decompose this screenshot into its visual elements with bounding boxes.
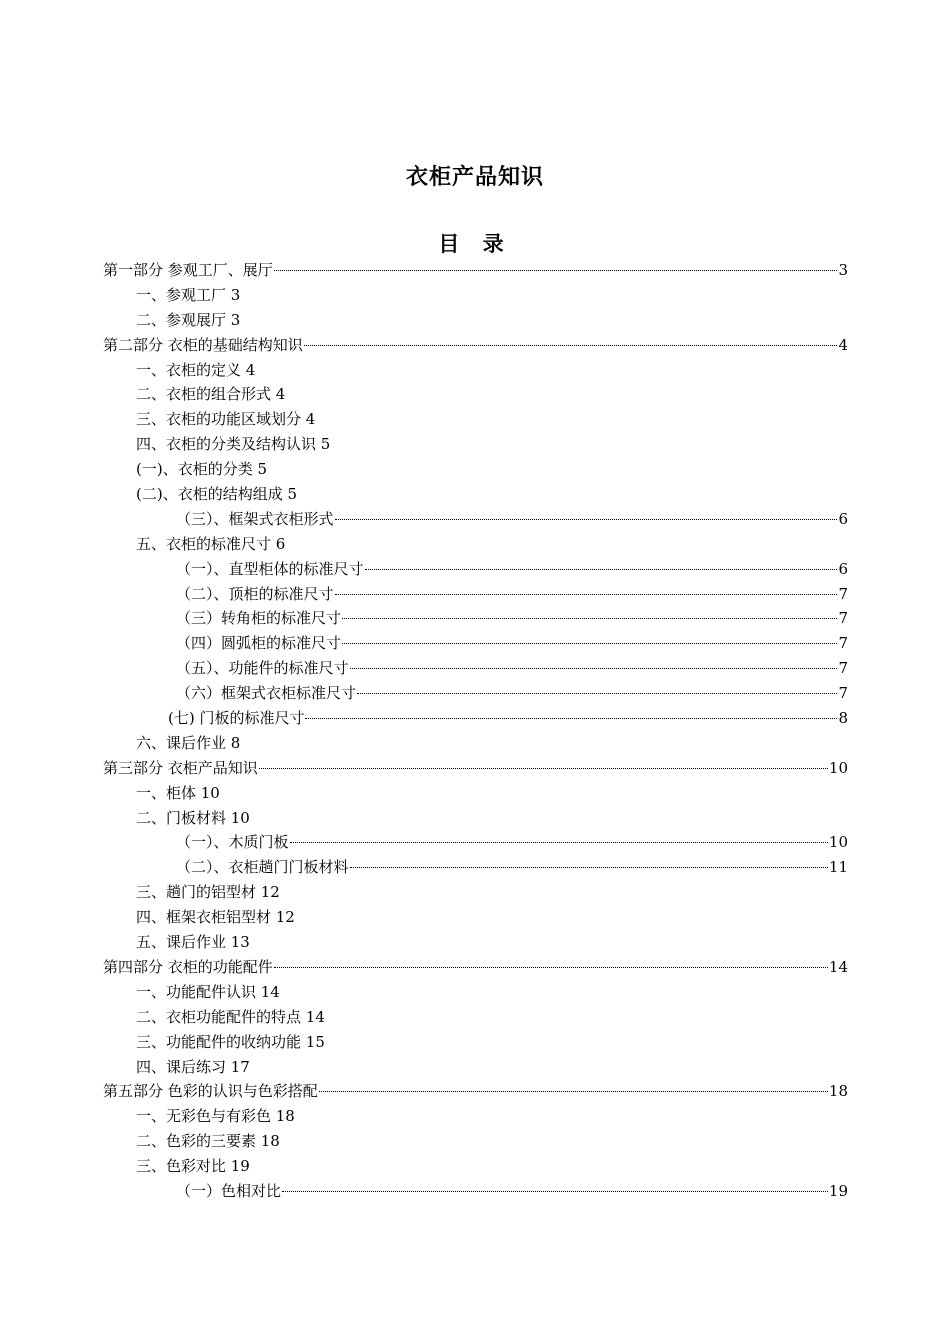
toc-entry-text: 一、衣柜的定义 4	[136, 360, 256, 379]
toc-entry-text: 五、衣柜的标准尺寸 6	[136, 534, 286, 553]
toc-entry[interactable]	[136, 482, 950, 507]
toc-entry[interactable]	[136, 407, 950, 432]
toc-entry[interactable]	[176, 656, 848, 681]
toc-entry[interactable]	[136, 806, 950, 831]
toc-entry-text: 二、参观展厅 3	[136, 310, 241, 329]
toc-entry[interactable]	[136, 1104, 950, 1129]
toc-dot-leader	[350, 668, 838, 669]
toc-dot-leader	[342, 618, 837, 619]
toc-entry[interactable]	[136, 382, 950, 407]
toc-page-number: 18	[828, 1082, 848, 1101]
toc-entry-text: （五）、功能件的标准尺寸	[176, 659, 349, 678]
toc-dot-leader	[304, 345, 838, 346]
toc-entry[interactable]	[103, 1079, 848, 1104]
toc-entry-text: 一、无彩色与有彩色 18	[136, 1107, 295, 1126]
toc-entry[interactable]	[103, 333, 848, 358]
toc-entry[interactable]	[136, 532, 950, 557]
toc-entry-text: 三、趟门的铝型材 12	[136, 883, 280, 902]
toc-entry[interactable]	[136, 880, 950, 905]
toc-entry[interactable]	[136, 1005, 950, 1030]
toc-entry[interactable]	[136, 308, 950, 333]
toc-page-number: 10	[828, 758, 848, 777]
toc-entry-text: (七) 门板的标准尺寸	[168, 709, 305, 728]
toc-entry-text: 一、柜体 10	[136, 783, 220, 802]
toc-entry[interactable]	[136, 457, 950, 482]
toc-entry[interactable]	[136, 905, 950, 930]
toc-entry[interactable]	[136, 358, 950, 383]
toc-entry-text: 一、功能配件认识 14	[136, 982, 280, 1001]
toc-dot-leader	[350, 867, 828, 868]
toc-page-number: 7	[838, 584, 848, 603]
toc-entry-text: （三）转角柜的标准尺寸	[176, 609, 342, 628]
toc-dot-leader	[357, 693, 837, 694]
toc-entry-text: 四、衣柜的分类及结构认识 5	[136, 435, 331, 454]
toc-entry-text: 二、衣柜功能配件的特点 14	[136, 1007, 325, 1026]
toc-entry[interactable]	[103, 258, 848, 283]
toc-page-number: 6	[838, 509, 848, 528]
toc-entry[interactable]	[176, 582, 848, 607]
toc-entry-text: （一）色相对比	[176, 1181, 282, 1200]
toc-dot-leader	[365, 569, 838, 570]
toc-dot-leader	[290, 842, 828, 843]
toc-entry[interactable]	[176, 1179, 848, 1204]
document-title: 衣柜产品知识	[405, 164, 544, 190]
toc-entry-text: 第二部分 衣柜的基础结构知识	[103, 335, 303, 354]
toc-entry-text: 第五部分 色彩的认识与色彩搭配	[103, 1082, 318, 1101]
toc-entry-text: 一、参观工厂 3	[136, 285, 241, 304]
toc-entry-text: （六）框架式衣柜标准尺寸	[176, 684, 357, 703]
toc-entry[interactable]	[136, 283, 950, 308]
toc-entry[interactable]	[176, 855, 848, 880]
toc-entry-text: （四）圆弧柜的标准尺寸	[176, 634, 342, 653]
toc-entry-text: 二、衣柜的组合形式 4	[136, 385, 286, 404]
toc-entry-text: （二）、衣柜趟门门板材料	[176, 858, 349, 877]
toc-entry-text: 第三部分 衣柜产品知识	[103, 758, 258, 777]
toc-entry-text: 四、框架衣柜铝型材 12	[136, 908, 295, 927]
toc-entry[interactable]	[136, 980, 950, 1005]
toc-entry[interactable]	[136, 781, 950, 806]
toc-entry-text: 三、色彩对比 19	[136, 1157, 250, 1176]
toc-entry[interactable]	[136, 930, 950, 955]
toc-dot-leader	[274, 270, 838, 271]
toc-entry-text: 二、门板材料 10	[136, 808, 250, 827]
toc-entry-text: 二、色彩的三要素 18	[136, 1132, 280, 1151]
toc-page-number: 7	[838, 634, 848, 653]
toc-dot-leader	[259, 768, 828, 769]
toc-entry[interactable]	[136, 1030, 950, 1055]
toc-entry-text: (一)、衣柜的分类 5	[136, 460, 268, 479]
toc-entry-text: （一）、木质门板	[176, 833, 289, 852]
toc-entry[interactable]	[176, 606, 848, 631]
toc-entry-text: (二)、衣柜的结构组成 5	[136, 485, 298, 504]
toc-entry-text: 第一部分 参观工厂、展厅	[103, 261, 273, 279]
table-of-contents	[0, 258, 950, 1204]
toc-page-number: 4	[838, 335, 848, 354]
toc-entry[interactable]	[176, 681, 848, 706]
toc-page-number: 3	[838, 261, 848, 279]
toc-entry[interactable]	[176, 830, 848, 855]
toc-page-number: 11	[828, 858, 848, 877]
toc-dot-leader	[305, 718, 837, 719]
toc-entry[interactable]	[136, 731, 950, 756]
toc-entry[interactable]	[176, 507, 848, 532]
toc-page-number: 14	[828, 957, 848, 976]
toc-entry[interactable]	[103, 955, 848, 980]
toc-dot-leader	[282, 1191, 828, 1192]
toc-entry[interactable]	[136, 1129, 950, 1154]
toc-page-number: 6	[838, 559, 848, 578]
toc-page-number: 10	[828, 833, 848, 852]
toc-entry[interactable]	[136, 1154, 950, 1179]
toc-page-number: 7	[838, 659, 848, 678]
toc-entry[interactable]	[136, 1055, 950, 1080]
toc-entry-text: 四、课后练习 17	[136, 1057, 250, 1076]
toc-entry-text: 第四部分 衣柜的功能配件	[103, 957, 273, 976]
toc-entry[interactable]	[176, 631, 848, 656]
toc-dot-leader	[342, 643, 837, 644]
toc-page-number: 7	[838, 609, 848, 628]
toc-entry[interactable]	[136, 432, 950, 457]
toc-dot-leader	[274, 967, 828, 968]
toc-entry[interactable]	[168, 706, 848, 731]
toc-heading: 目 录	[438, 231, 512, 256]
toc-page-number: 8	[838, 709, 848, 728]
toc-page-number: 19	[828, 1181, 848, 1200]
toc-dot-leader	[335, 594, 838, 595]
toc-dot-leader	[335, 519, 838, 520]
toc-page-number: 7	[838, 684, 848, 703]
toc-dot-leader	[319, 1091, 828, 1092]
toc-entry-text: 六、课后作业 8	[136, 733, 241, 752]
toc-entry[interactable]	[176, 557, 848, 582]
toc-entry[interactable]	[103, 756, 848, 781]
toc-entry-text: 三、功能配件的收纳功能 15	[136, 1032, 325, 1051]
toc-entry-text: 五、课后作业 13	[136, 933, 250, 952]
toc-entry-text: （三）、框架式衣柜形式	[176, 509, 334, 528]
toc-entry-text: （二）、顶柜的标准尺寸	[176, 584, 334, 603]
toc-entry-text: 三、衣柜的功能区域划分 4	[136, 410, 316, 429]
toc-entry-text: （一）、直型柜体的标准尺寸	[176, 559, 364, 578]
